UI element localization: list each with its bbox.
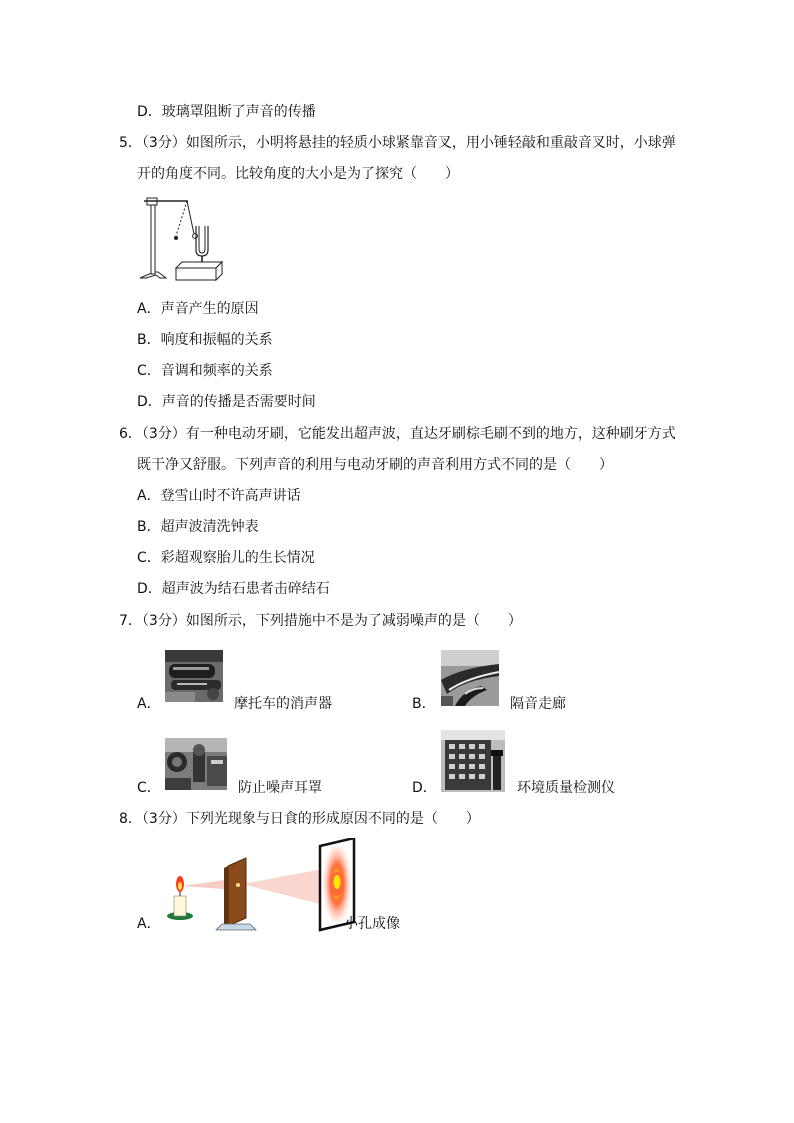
q8-option-a-label: A． xyxy=(137,916,161,932)
q5-option-b: B．响度和振幅的关系 xyxy=(137,332,273,348)
q6-option-c: C．彩超观察胎儿的生长情况 xyxy=(137,550,315,566)
q6-stem-line2: 既干净又舒服。下列声音的利用与电动牙刷的声音利用方式不同的是（ ） xyxy=(137,457,613,473)
q6-option-a: A．登雪山时不许高声讲话 xyxy=(137,488,301,504)
q8-option-a-caption: 小孔成像 xyxy=(344,916,400,932)
noise-earmuffs-photo xyxy=(165,738,227,790)
q7-option-a-label: A． xyxy=(137,696,161,712)
q7-option-a-caption: 摩托车的消声器 xyxy=(234,696,332,712)
environment-monitor-photo xyxy=(441,730,505,792)
tuning-fork-apparatus-figure xyxy=(136,192,224,284)
q5-stem-line1: 5．（3分）如图所示，小明将悬挂的轻质小球紧靠音叉，用小锤轻敲和重敲音叉时，小球弹 xyxy=(119,135,676,151)
q8-stem: 8．（3分）下列光现象与日食的形成原因不同的是（ ） xyxy=(119,811,480,827)
q5-option-c: C．音调和频率的关系 xyxy=(137,363,273,379)
q7-option-c-caption: 防止噪声耳罩 xyxy=(238,780,322,796)
q7-option-d-caption: 环境质量检测仪 xyxy=(517,780,615,796)
q7-option-b-label: B． xyxy=(412,696,436,712)
q5-option-a: A．声音产生的原因 xyxy=(137,301,259,317)
q7-stem: 7．（3分）如图所示，下列措施中不是为了减弱噪声的是（ ） xyxy=(119,613,522,629)
q4-option-d: D．玻璃罩阻断了声音的传播 xyxy=(137,104,316,120)
pinhole-imaging-figure xyxy=(160,838,360,934)
q7-option-b-caption: 隔音走廊 xyxy=(510,696,566,712)
soundproof-corridor-photo xyxy=(441,650,499,706)
q7-option-d-label: D． xyxy=(412,780,437,796)
q5-option-d: D．声音的传播是否需要时间 xyxy=(137,394,316,410)
q5-stem-line2: 开的角度不同。比较角度的大小是为了探究（ ） xyxy=(137,166,459,182)
q7-option-c-label: C． xyxy=(137,780,161,796)
q6-option-b: B．超声波清洗钟表 xyxy=(137,519,259,535)
q6-option-d: D．超声波为结石患者击碎结石 xyxy=(137,581,330,597)
motorcycle-muffler-photo xyxy=(165,650,223,702)
q6-stem-line1: 6．（3分）有一种电动牙刷，它能发出超声波，直达牙刷棕毛刷不到的地方，这种刷牙方式 xyxy=(119,426,676,442)
